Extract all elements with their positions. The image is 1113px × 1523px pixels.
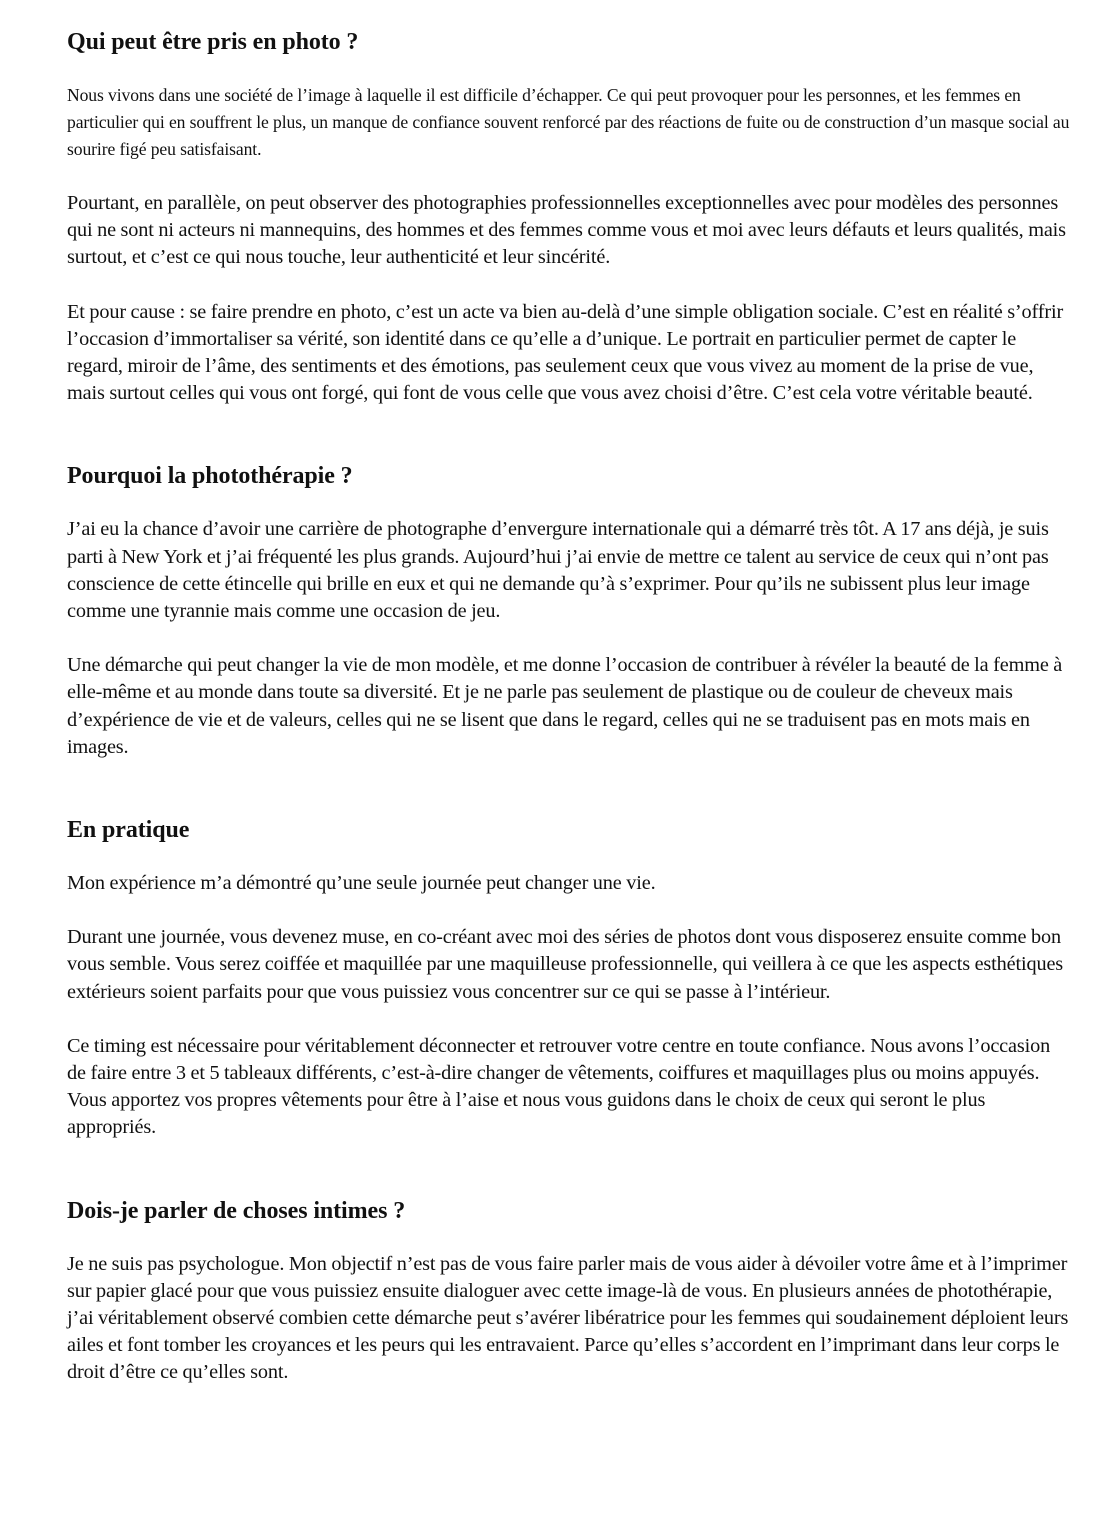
section-paragraph: Ce timing est nécessaire pour véritablement déconnecter et retrouver votre centre en toute confiance. Nous avons l’occasion de faire entre 3 et 5 tableaux différents, c’est-à-dire changer de vêtements, coiffures et maquillages plus ou moins appuyés. Vous apportez vos propres vêtements pour être à l’aise et nous vous guidons dans le choix de ceux qui seront le plus appropriés. <box>67 1034 1051 1139</box>
section-paragraph: Et pour cause : se faire prendre en photo, c’est un acte va bien au-delà d’une simple obligation sociale. C’est en réalité s’offrir l’occasion d’immortaliser sa vérité, son identité dans ce qu’elle a d’unique. Le portrait en particulier permet de capter le regard, miroir de l’âme, des sentiments et des émotions, pas seulement ceux que vous vivez au moment de la prise de vue, mais surtout celles qui vous ont forgé, qui font de vous celle que vous avez choisi d’être. C’est cela votre véritable beauté. <box>67 300 1064 405</box>
section-paragraph: Je ne suis pas psychologue. Mon objectif n’est pas de vous faire parler mais de vous aider à dévoiler votre âme et à l’imprimer sur papier glacé pour que vous puissiez ensuite dialoguer avec cette image-là de vous. En plusieurs années de photothérapie, j’ai véritablement observé combien cette démarche peut s’avérer libératrice pour les femmes qui soudainement déploient leurs ailes et font tomber les croyances et les peurs qui les entravaient. Parce qu’elles s’accordent en l’imprimant dans leur corps le droit d’être ce qu’elles sont. <box>67 1252 1069 1384</box>
section-paragraph: Mon expérience m’a démontré qu’une seule journée peut changer une vie. <box>67 872 656 895</box>
section-heading-choses-intimes: Dois-je parler de choses intimes ? <box>67 1197 406 1224</box>
section-paragraph: Durant une journée, vous devenez muse, en co-créant avec moi des séries de photos dont vous disposerez ensuite comme bon vous semble. Vous serez coiffée et maquillée par une maquilleuse professionnelle, qui veillera à ce que les aspects esthétiques extérieurs soient parfaits pour que vous puissiez vous concentrer sur ce qui se passe à l’intérieur. <box>67 926 1064 1003</box>
section-paragraph: Pourtant, en parallèle, on peut observer des photographies professionnelles exceptionnelles avec pour modèles des personnes qui ne sont ni acteurs ni mannequins, des hommes et des femmes comme vous et moi avec leurs défauts et leurs qualités, mais surtout, et c’est ce qui nous touche, leur authenticité et leur sincérité. <box>67 192 1066 269</box>
section-paragraph: Une démarche qui peut changer la vie de mon modèle, et me donne l’occasion de contribuer à révéler la beauté de la femme à elle-même et au monde dans toute sa diversité. Et je ne parle pas seulement de plastique ou de couleur de cheveux mais d’expérience de vie et de valeurs, celles qui ne se lisent que dans le regard, celles qui ne se traduisent pas en mots mais en images. <box>67 654 1063 758</box>
section-paragraph: Nous vivons dans une société de l’image à laquelle il est difficile d’échapper. Ce qui peut provoquer pour les personnes, et les femmes en particulier qui en souffrent le plus, un manque de confiance souvent renforcé par des réactions de fuite ou de construction d’un masque social au sourire figé peu satisfaisant. <box>67 85 1070 159</box>
section-heading-en-pratique: En pratique <box>67 817 190 844</box>
section-paragraph: J’ai eu la chance d’avoir une carrière de photographe d’envergure internationale qui a démarré très tôt. A 17 ans déjà, je suis parti à New York et j’ai fréquenté les plus grands. Aujourd’hui j’ai envie de mettre ce talent au service de ceux qui n’ont pas conscience de cette étincelle qui brille en eux et qui ne demande qu’à s’exprimer. Pour qu’ils ne subissent plus leur image comme une tyrannie mais comme une occasion de jeu. <box>67 518 1049 623</box>
section-heading-photo: Qui peut être pris en photo ? <box>67 29 359 55</box>
section-heading-phototherapie: Pourquoi la photothérapie ? <box>67 463 353 490</box>
document-page <box>67 26 1071 1387</box>
